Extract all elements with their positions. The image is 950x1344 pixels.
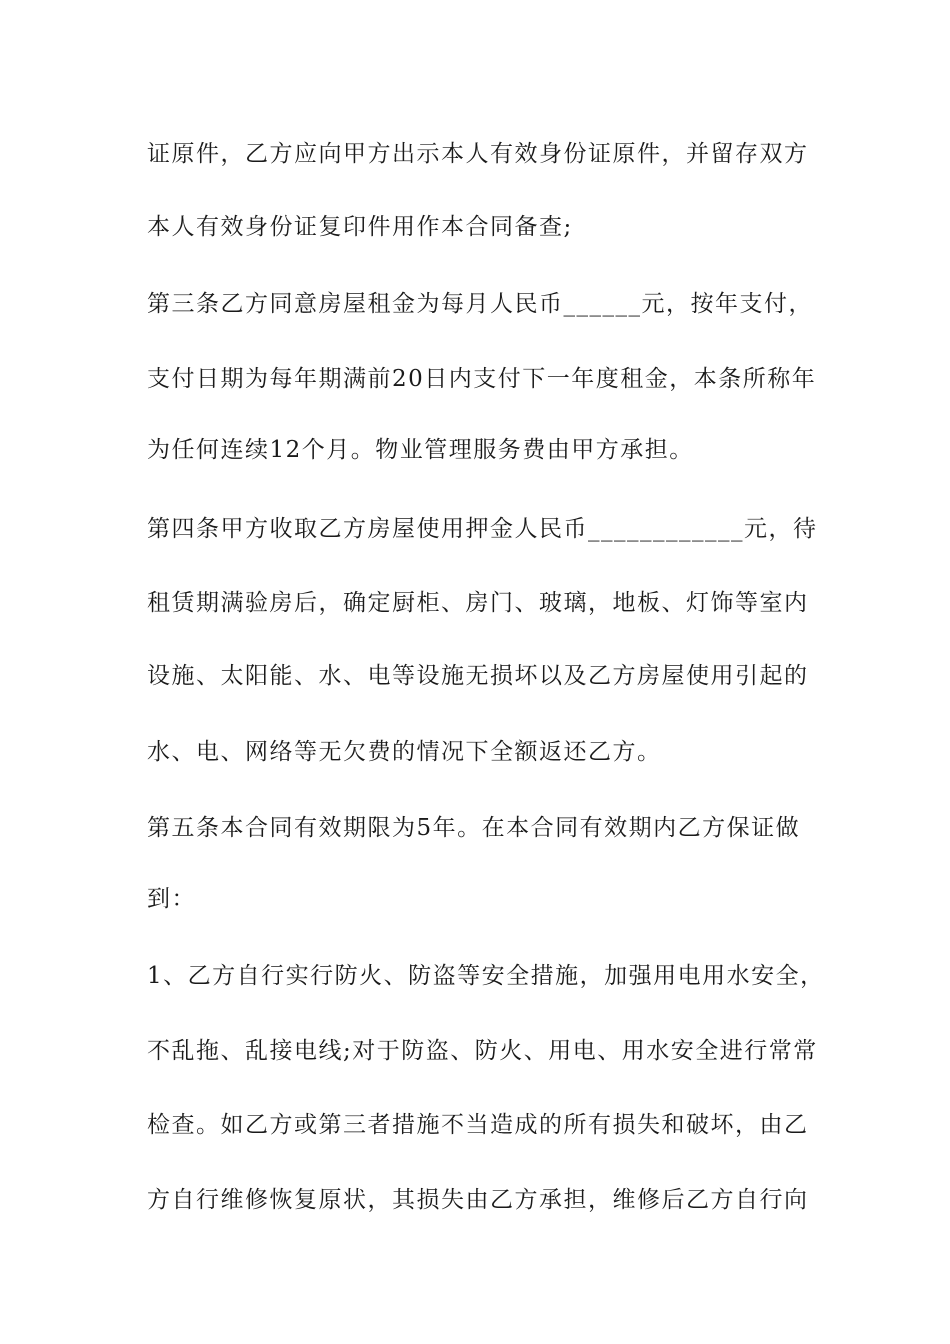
text-line: 检查。如乙方或第三者措施不当造成的所有损失和破坏，由乙 — [147, 1112, 809, 1138]
text-line: 第五条本合同有效期限为5年。在本合同有效期内乙方保证做 — [147, 815, 801, 841]
text-line: 证原件，乙方应向甲方出示本人有效身份证原件，并留存双方 — [147, 141, 809, 167]
text-line: 支付日期为每年期满前20日内支付下一年度租金，本条所称年 — [147, 366, 817, 392]
text-line: 1、乙方自行实行防火、防盗等安全措施，加强用电用水安全， — [147, 963, 825, 989]
text-line: 到： — [147, 886, 196, 912]
text-line: 租赁期满验房后，确定厨柜、房门、玻璃，地板、灯饰等室内 — [147, 590, 809, 616]
text-line: 设施、太阳能、水、电等设施无损坏以及乙方房屋使用引起的 — [147, 663, 809, 689]
text-line: 为任何连续12个月。物业管理服务费由甲方承担。 — [147, 437, 694, 463]
text-line: 第三条乙方同意房屋租金为每月人民币______元，按年支付， — [147, 291, 813, 317]
text-line: 第四条甲方收取乙方房屋使用押金人民币____________元，待 — [147, 516, 818, 542]
text-line: 本人有效身份证复印件用作本合同备查; — [147, 214, 573, 240]
text-line: 不乱拖、乱接电线;对于防盗、防火、用电、用水安全进行常常 — [147, 1038, 818, 1064]
text-line: 水、电、网络等无欠费的情况下全额返还乙方。 — [147, 739, 662, 765]
text-line: 方自行维修恢复原状，其损失由乙方承担，维修后乙方自行向 — [147, 1187, 809, 1213]
